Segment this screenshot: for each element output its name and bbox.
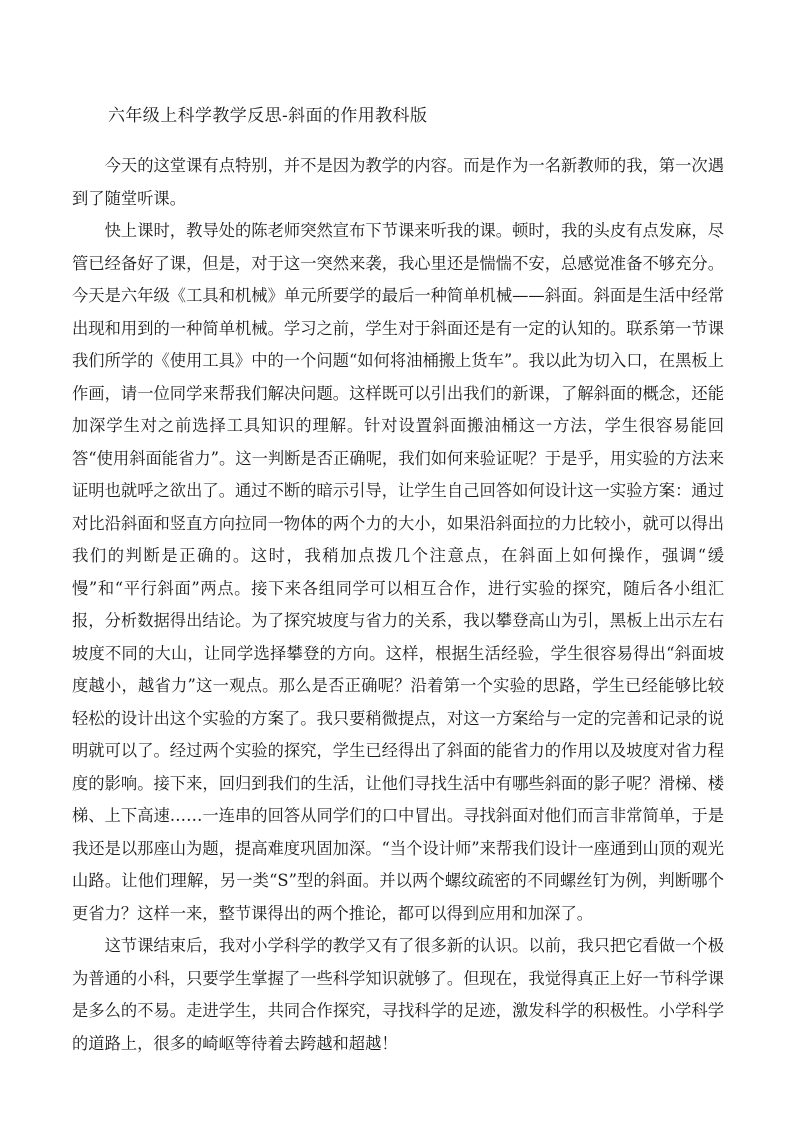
document-body bbox=[72, 150, 724, 1060]
paragraph-intro: 今天的这堂课有点特别，并不是因为教学的内容。而是作为一名新教师的我，第一次遇到了随堂听课。 bbox=[72, 156, 724, 208]
paragraph-reflection: 这节课结束后，我对小学科学的教学又有了很多新的认识。以前，我只把它看做一个极为普通的小科，只要学生掌握了一些科学知识就够了。但现在，我觉得真正上好一节科学课是多么的不易。走进学生，共同合作探究，寻找科学的足迹，激发科学的积极性。小学科学的道路上，很多的崎岖等待着去跨越和超越！ bbox=[72, 936, 724, 1053]
paragraph-lesson-process: 快上课时，教导处的陈老师突然宣布下节课来听我的课。顿时，我的头皮有点发麻，尽管已经备好了课，但是，对于这一突然来袭，我心里还是惴惴不安，总感觉准备不够充分。今天是六年级《工具和机械》单元所要学的最后一种简单机械——斜面。斜面是生活中经常出现和用到的一种简单机械。学习之前，学生对于斜面还是有一定的认知的。联系第一节课我们所学的《使用工具》中的一个问题“如何将油桶搬上货车”。我以此为切入口，在黑板上作画，请一位同学来帮我们解决问题。这样既可以引出我们的新课，了解斜面的概念，还能加深学生对之前选择工具知识的理解。针对设置斜面搬油桶这一方法，学生很容易能回答“使用斜面能省力”。这一判断是否正确呢，我们如何来验证呢？于是乎，用实验的方法来证明也就呼之欲出了。通过不断的暗示引导，让学生自己回答如何设计这一实验方案：通过对比沿斜面和竖直方向拉同一物体的两个力的大小，如果沿斜面拉的力比较小，就可以得出我们的判断是正确的。这时，我稍加点拨几个注意点，在斜面上如何操作，强调“缓慢”和“平行斜面”两点。接下来各组同学可以相互合作，进行实验的探究，随后各小组汇报，分析数据得出结论。为了探究坡度与省力的关系，我以攀登高山为引，黑板上出示左右坡度不同的大山，让同学选择攀登的方向。这样，根据生活经验，学生很容易得出“斜面坡度越小，越省力”这一观点。那么是否正确呢？沿着第一个实验的思路，学生已经能够比较轻松的设计出这个实验的方案了。我只要稍微提点，对这一方案给与一定的完善和记录的说明就可以了。经过两个实验的探究，学生已经得出了斜面的能省力的作用以及坡度对省力程度的影响。接下来，回归到我们的生活，让他们寻找生活中有哪些斜面的影子呢？滑梯、楼梯、上下高速……一连串的回答从同学们的口中冒出。寻找斜面对他们而言非常简单，于是我还是以那座山为题，提高难度巩固加深。“当个设计师”来帮我们设计一座通到山顶的观光山路。让他们理解，另一类“S”型的斜面。并以两个螺纹疏密的不同螺丝钉为例，判断哪个更省力？这样一来，整节课得出的两个推论，都可以得到应用和加深了。 bbox=[72, 221, 724, 923]
document-title: 六年级上科学教学反思-斜面的作用教科版 bbox=[108, 106, 428, 126]
